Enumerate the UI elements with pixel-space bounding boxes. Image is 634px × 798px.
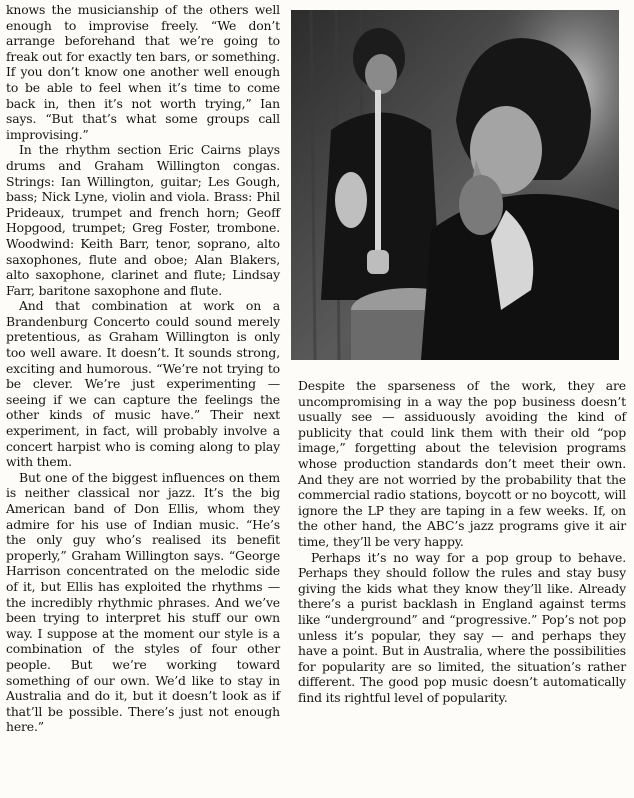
paragraph: But one of the biggest influences on them is neither classical nor jazz. It’s the big American band of Don Ellis, whom they admire for his use of Indian music. “He’s the only guy who’s realised its benefit properly,” Graham Willington says. “George Harrison concentrated on the melodic side of it, but Ellis has exploited the rhythms —the incredibly rhythmic phrases. And we’ve been trying to interpret his stuff our own way. I suppose at the moment our style is a combination of the styles of four other people. But we’re working toward something of our own. We’d like to stay in Australia and do it, but it doesn’t look as if that’ll be possible. There’s just not enough here.” [6,469,280,735]
left-text-column [6,2,280,735]
paragraph: In the rhythm section Eric Cairns plays drums and Graham Willington congas. Strings: Ian Willington, guitar; Les Gough, bass; Nick Lyne, violin and viola. Brass: Phil Prideaux, trumpet and french horn; Geoff Hopgood, trumpet; Greg Foster, trombone. Woodwind: Keith Barr, tenor, soprano, alto saxophones, flute and oboe; Alan Blakers, alto saxophone, clarinet and flute; Lindsay Farr, baritone saxophone and flute. [6,142,280,298]
paragraph: knows the musicianship of the others well enough to improvise freely. “We don’t arrange beforehand that we’re going to freak out for exactly ten bars, or something. If you don’t know one another well enough to be able to feel when it’s time to come back in, then it’s not worth trying,” Ian says. “But that’s what some groups call improvising.” [6,2,280,142]
paragraph: Despite the sparseness of the work, they are uncompromising in a way the pop business doesn’t usually see — assiduously avoiding the kind of publicity that could link them with their old “pop image,” forgetting about the television programs whose production standards don’t meet their own. And they are not worried by the probability that the commercial radio stations, boycott or no boycott, will ignore the LP they are taping in a few weeks. If, on the other hand, the ABC’s jazz programs give it air time, they’ll be very happy. [298,378,626,549]
right-text-column [298,378,626,705]
band-photo-graphic [291,10,619,360]
paragraph: Perhaps it’s no way for a pop group to behave. Perhaps they should follow the rules and stay busy giving the kids what they know they’ll like. Already there’s a purist backlash in England against terms like “underground” and “progressive.” Pop’s not pop unless it’s popular, they say — and perhaps they have a point. But in Australia, where the possibilities for popularity are so limited, the situation’s rather different. The good pop music doesn’t automatically find its rightful level of popularity. [298,549,626,705]
paragraph: And that combination at work on a Brandenburg Concerto could sound merely pretentious, as Graham Willington is only too well aware. It doesn’t. It sounds strong, exciting and humorous. “We’re not trying to be clever. We’re just experimenting — seeing if we can capture the feelings the other kinds of music have.” Their next experiment, in fact, will probably involve a concert harpist who is coming along to play with them. [6,298,280,470]
band-photo [291,10,619,360]
